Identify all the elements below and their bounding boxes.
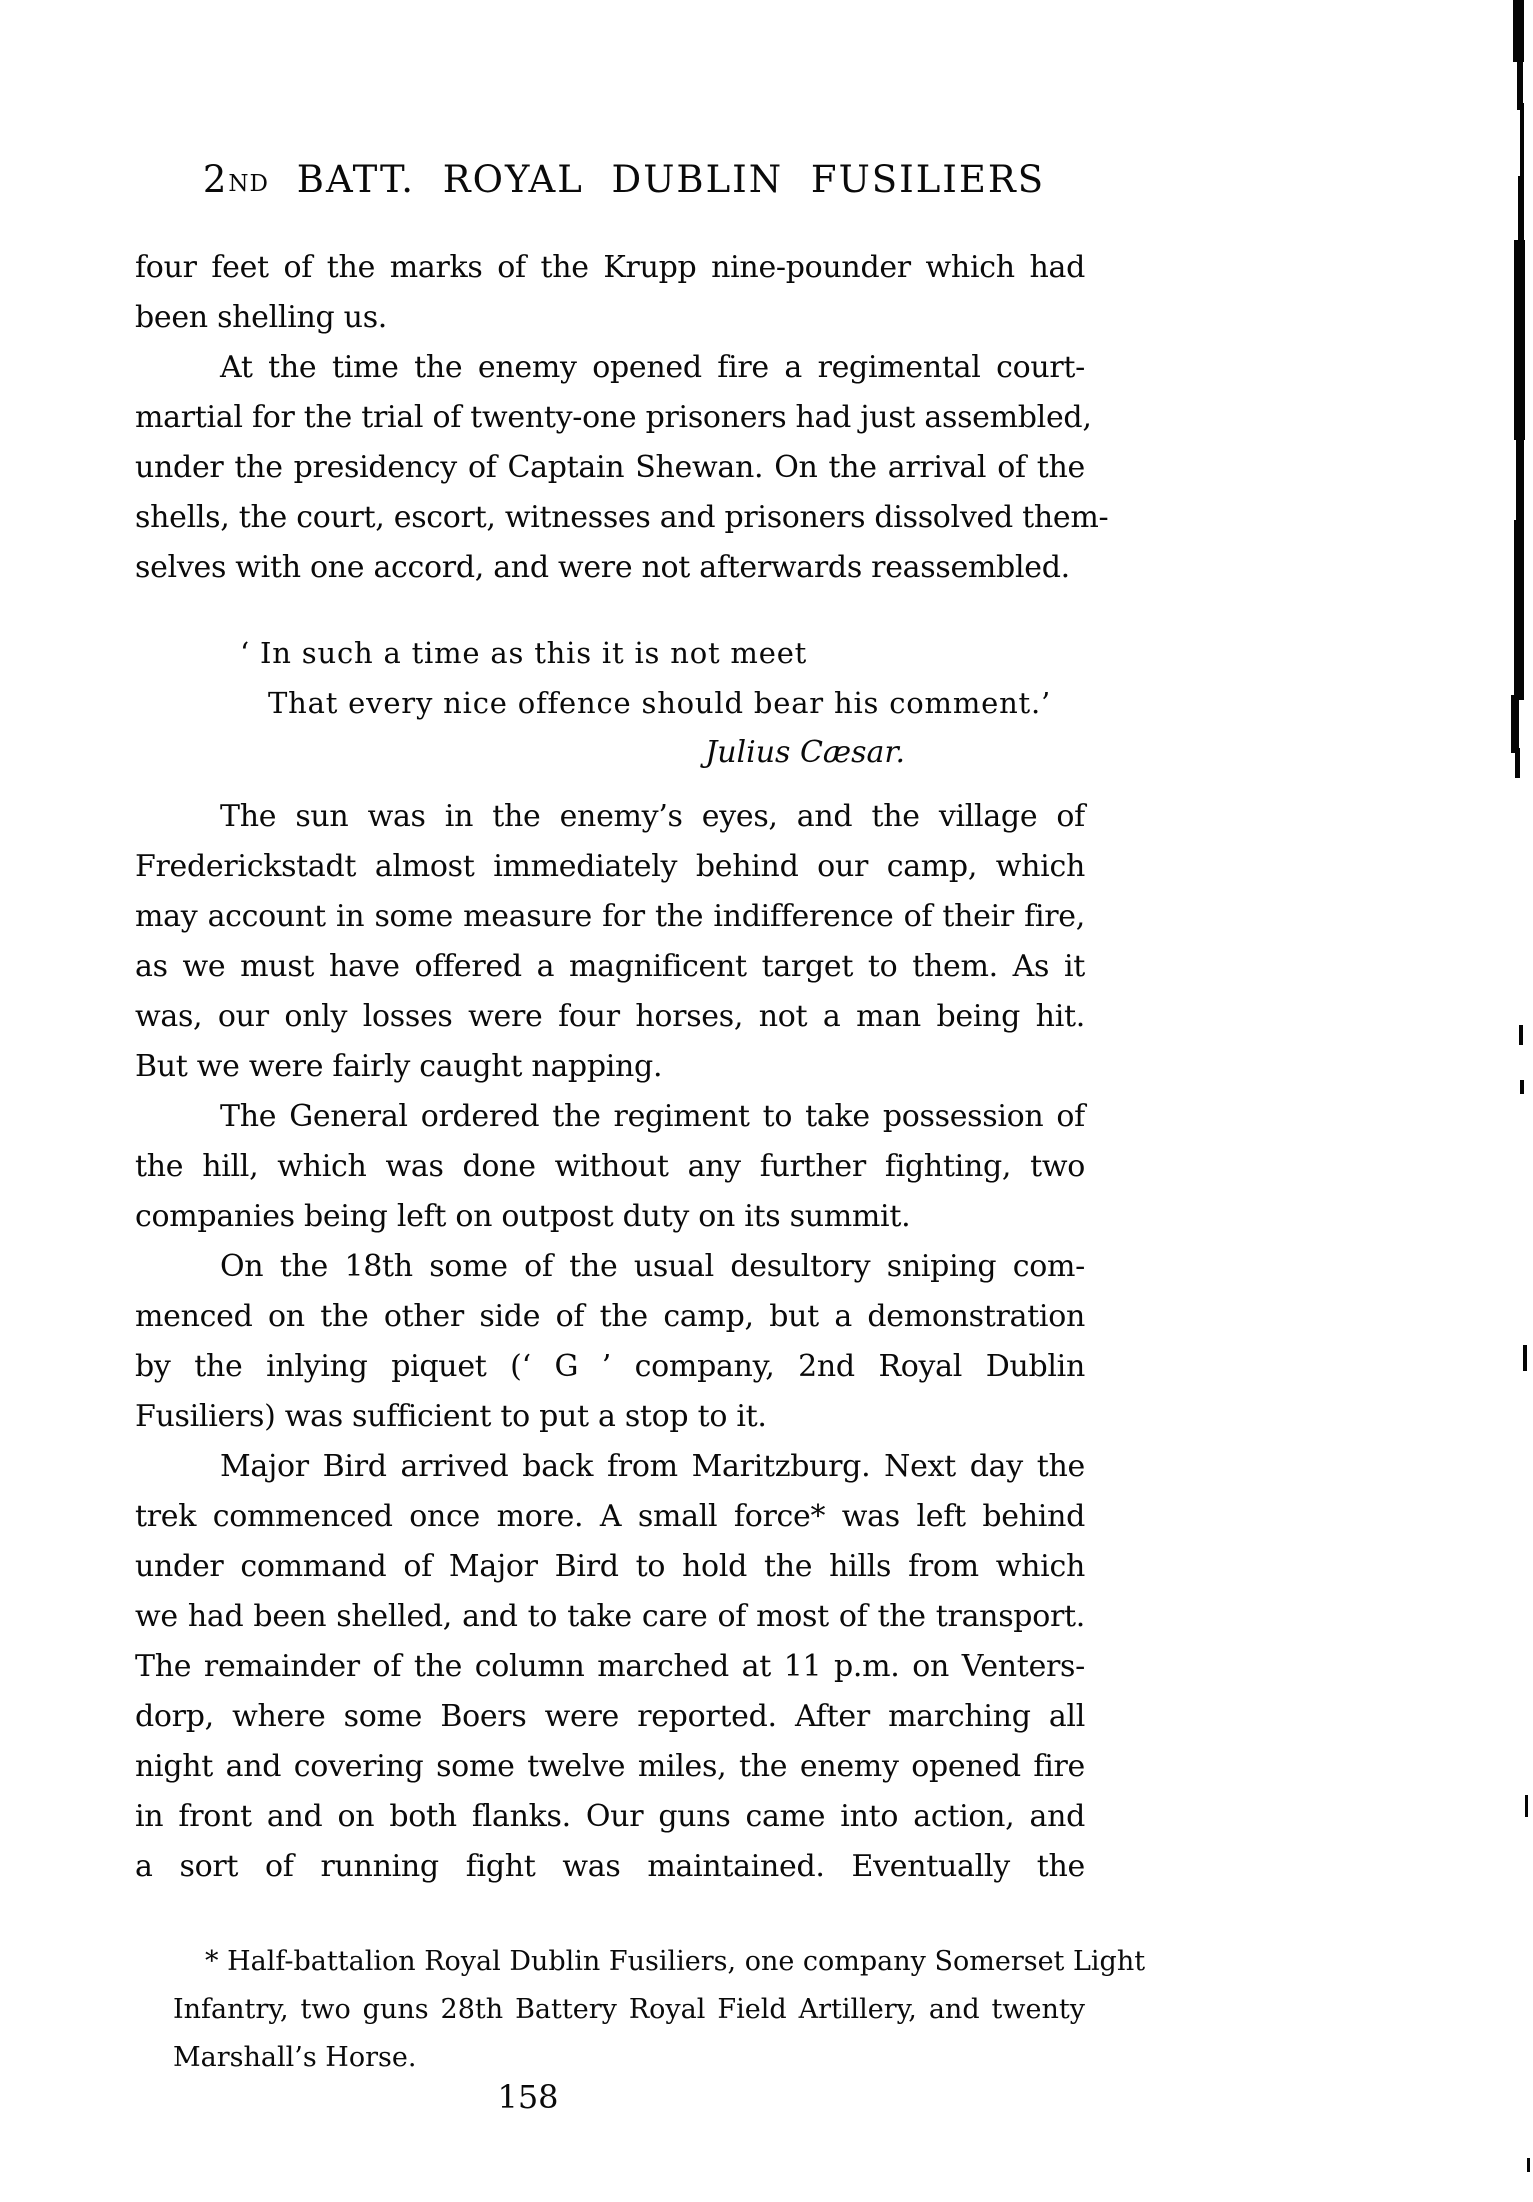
edge-segment [1518, 176, 1524, 246]
text-line: selves with one accord, and were not afterwards reassembled. [135, 550, 1070, 585]
text-line: On the 18th some of the usual desultory sniping com- [220, 1249, 1085, 1284]
paragraph [135, 1242, 1085, 1442]
paragraph [135, 243, 1085, 343]
text-line: Fusiliers) was sufficient to put a stop to it. [135, 1399, 767, 1434]
text-line: a sort of running fight was maintained. Eventually the [135, 1849, 1085, 1884]
text-line: the hill, which was done without any further fighting, two [135, 1149, 1085, 1184]
battalion-number: 2 [202, 158, 229, 201]
text-line: menced on the other side of the camp, but a demonstration [135, 1299, 1085, 1334]
footnote [173, 1938, 1146, 2082]
body-text-column [135, 243, 1109, 1892]
edge-segment [1513, 0, 1524, 62]
text-line: dorp, where some Boers were reported. After marching all [135, 1699, 1085, 1734]
text-line: At the time the enemy opened fire a regimental court- [220, 350, 1085, 385]
edge-segment [1517, 55, 1523, 110]
text-line: we had been shelled, and to take care of most of the transport. [135, 1599, 1085, 1634]
text-line: Marshall’s Horse. [173, 2042, 417, 2073]
text-line: companies being left on outpost duty on its summit. [135, 1199, 911, 1234]
battalion-ordinal: ND [228, 171, 269, 197]
running-head-title: BATT. ROYAL DUBLIN FUSILIERS [296, 158, 1046, 201]
text-line: Frederickstadt almost immediately behind our camp, which [135, 849, 1085, 884]
text-line: in front and on both flanks. Our guns came into action, and [135, 1799, 1085, 1834]
text-line: The remainder of the column marched at 11 p.m. on Venters- [135, 1649, 1085, 1684]
text-line: But we were fairly caught napping. [135, 1049, 663, 1084]
text-line: four feet of the marks of the Krupp nine-pounder which had [135, 250, 1085, 285]
paragraph [135, 1442, 1085, 1892]
edge-segment [1514, 240, 1525, 440]
edge-segment [1520, 1080, 1524, 1094]
text-line: shells, the court, escort, witnesses and prisoners dissolved them- [135, 500, 1109, 535]
paragraph [135, 343, 1109, 593]
edge-segment [1519, 1025, 1523, 1045]
text-line: Major Bird arrived back from Maritzburg. Next day the [220, 1449, 1085, 1484]
text-line: under the presidency of Captain Shewan. On the arrival of the [135, 450, 1085, 485]
running-head [135, 158, 1099, 201]
text-line: The General ordered the regiment to take possession of [220, 1099, 1085, 1134]
edge-segment [1523, 1345, 1527, 1371]
edge-segment [1511, 695, 1519, 753]
text-line: was, our only losses were four horses, not a man being hit. [135, 999, 1085, 1034]
paragraph [135, 792, 1085, 1092]
text-line: been shelling us. [135, 300, 388, 335]
text-line: ‘ In such a time as this it is not meet [240, 636, 808, 670]
text-line: as we must have offered a magnificent target to them. As it [135, 949, 1085, 984]
text-line: night and covering some twelve miles, the enemy opened fire [135, 1749, 1085, 1784]
page-number: 158 [497, 2078, 559, 2116]
edge-segment [1525, 1795, 1528, 1817]
edge-segment [1516, 435, 1524, 525]
text-line: Infantry, two guns 28th Battery Royal Field Artillery, and twenty [173, 1994, 1085, 2025]
quote-attribution: Julius Cæsar. [705, 735, 905, 770]
text-line: under command of Major Bird to hold the hills from which [135, 1549, 1085, 1584]
text-line: The sun was in the enemy’s eyes, and the village of [220, 799, 1085, 834]
edge-segment [1514, 520, 1524, 700]
text-line: * Half-battalion Royal Dublin Fusiliers, one company Somerset Light [205, 1946, 1146, 1977]
text-line: That every nice offence should bear his comment.’ [268, 686, 1052, 720]
edge-segment [1520, 103, 1524, 183]
text-line: martial for the trial of twenty-one prisoners had just assembled, [135, 400, 1092, 435]
text-line: trek commenced once more. A small force* was left behind [135, 1499, 1085, 1534]
edge-segment [1515, 748, 1520, 778]
text-line: by the inlying piquet (‘ G ’ company, 2nd Royal Dublin [135, 1349, 1085, 1384]
verse-quote [240, 628, 1085, 778]
paragraph [135, 1092, 1085, 1242]
text-line: may account in some measure for the indifference of their fire, [135, 899, 1085, 934]
edge-segment [1527, 2158, 1530, 2172]
